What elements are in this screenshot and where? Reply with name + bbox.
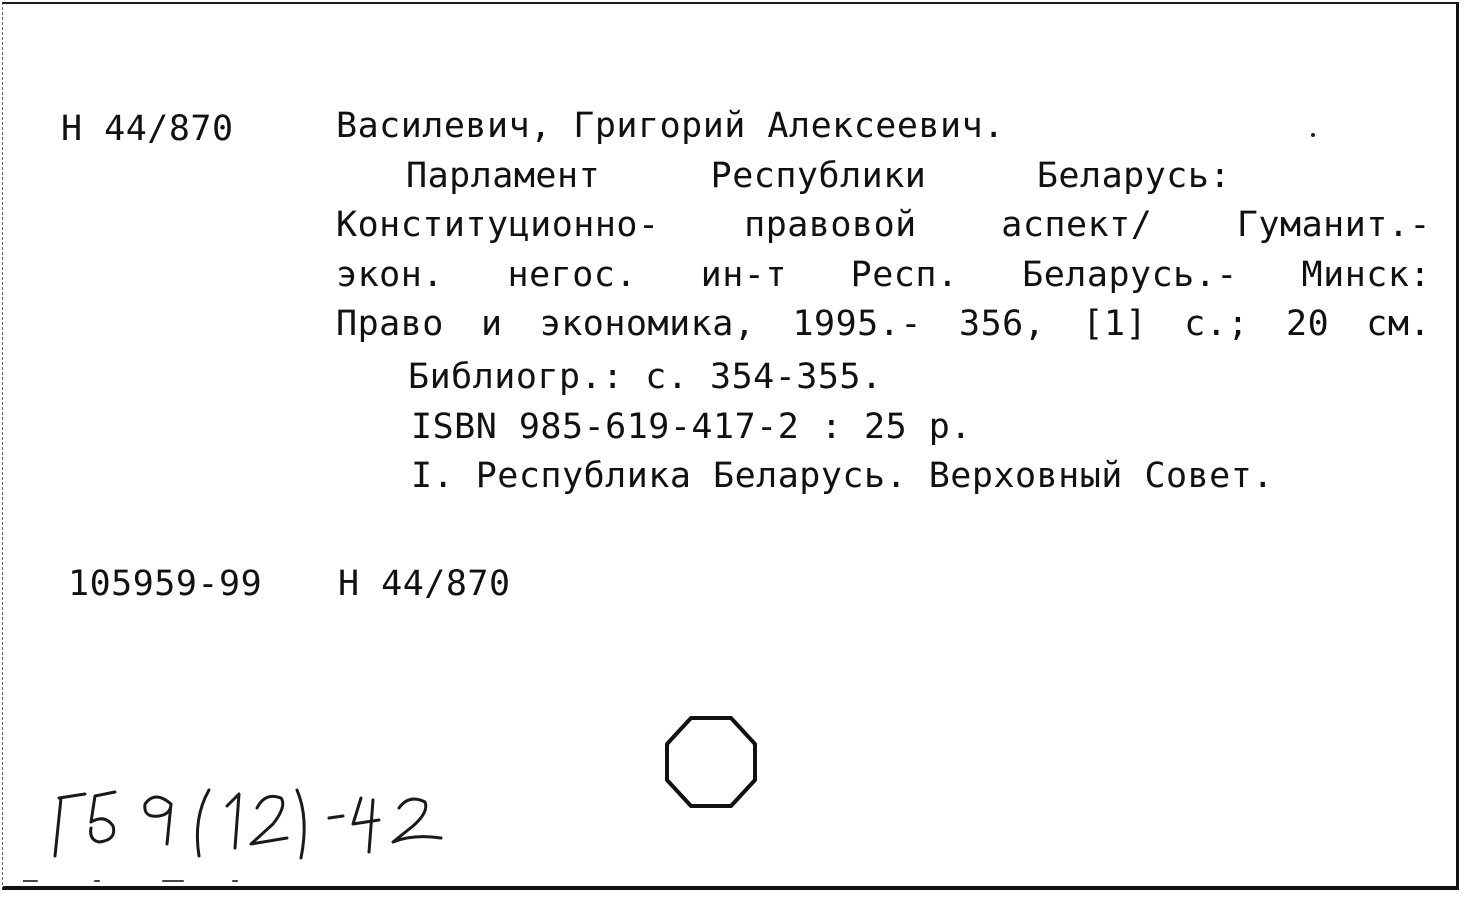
title-line-1: Парламент Республики Беларусь: [406,156,1231,196]
isbn-price: ISBN 985-619-417-2 : 25 р. [411,407,972,447]
call-number: Н 44/870 [61,109,234,149]
catalog-card [2,2,1459,890]
punch-hole-icon [663,714,759,810]
title-line-4: Право и экономика, 1995.- 356, [1] с.; 20 см. [336,304,1431,344]
title-line-2: Конституционно- правовой аспект/ Гуманит.- [336,205,1431,245]
added-entry: I. Республика Беларусь. Верховный Совет. [411,456,1274,496]
bibliography-note: Библиогр.: с. 354-355. [408,357,883,397]
title-line-3: экон. негос. ин-т Респ. Беларусь.- Минск: [336,255,1431,295]
author-heading: Василевич, Григорий Алексеевич. [336,106,1005,146]
accession-number: 105959-99 [68,564,263,604]
card-edge-marks [23,876,263,886]
accession-call-number: Н 44/870 [338,564,511,604]
ink-dot [1311,133,1315,137]
handwritten-classification [43,774,463,874]
